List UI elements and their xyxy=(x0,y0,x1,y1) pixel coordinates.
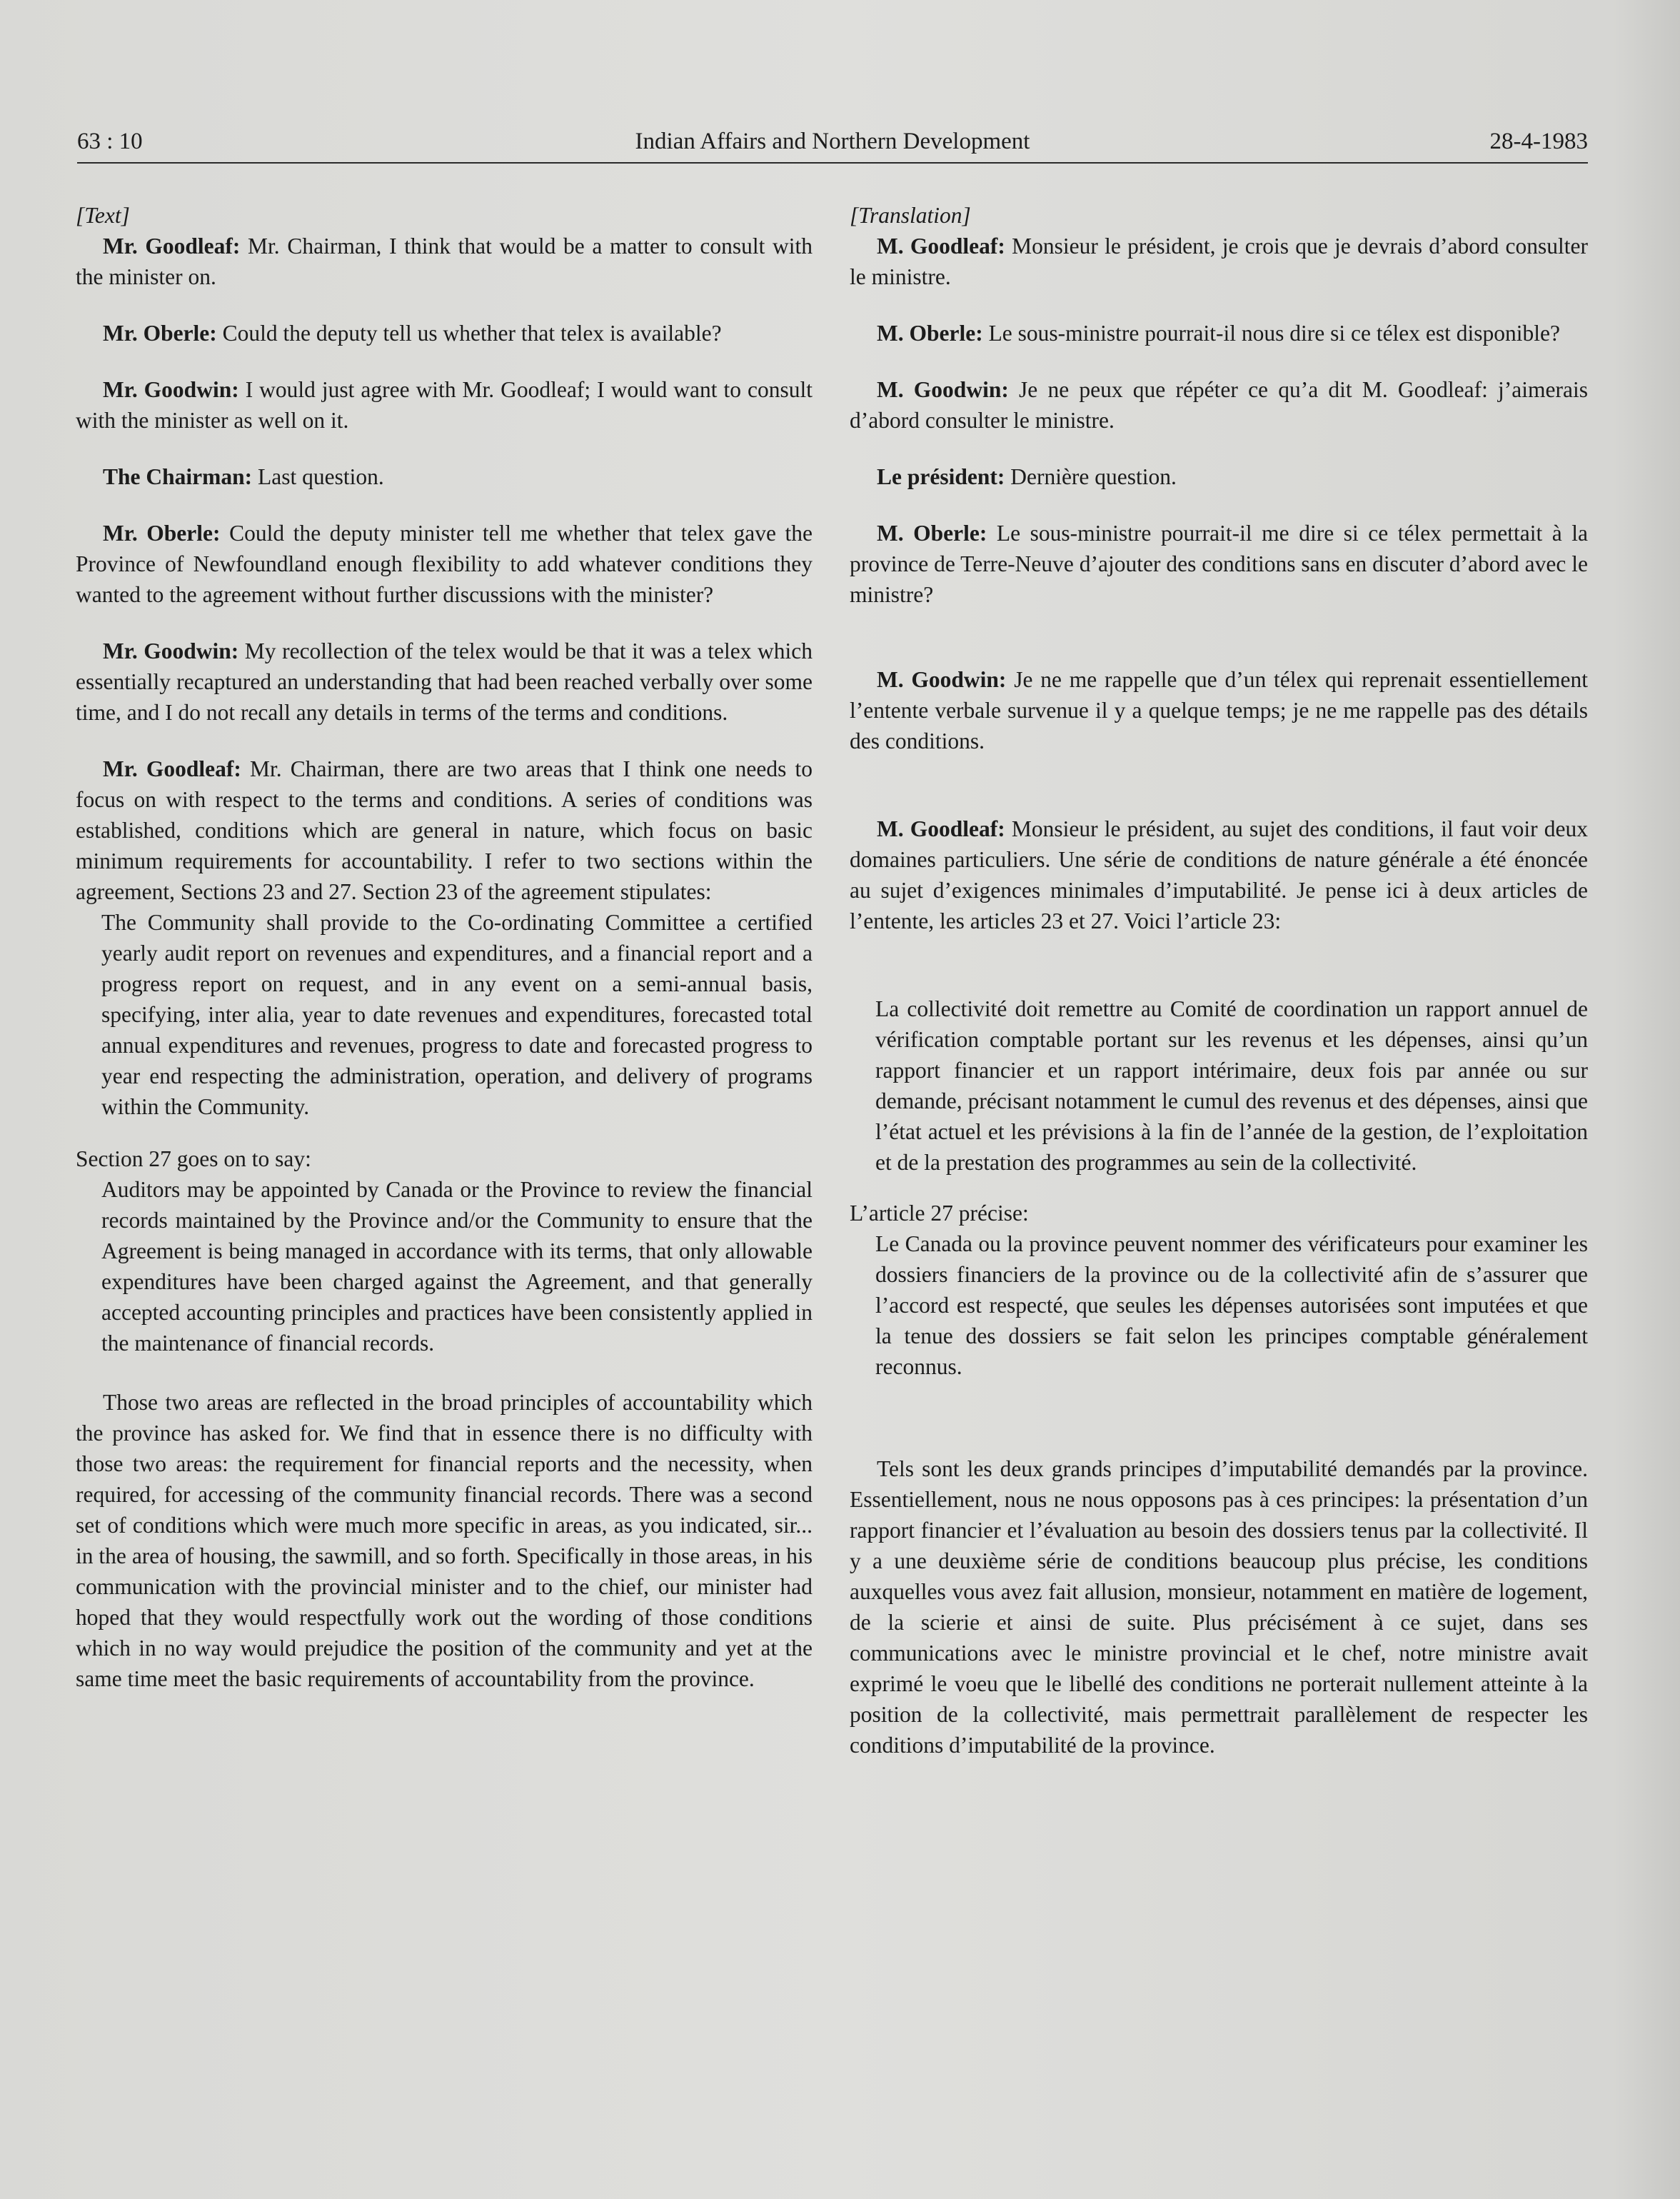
speech-text: Je ne peux que répéter ce qu’a dit M. Goodleaf: j’aimerais d’abord consulter le ministre. xyxy=(850,377,1588,433)
section-intro: L’article 27 précise: xyxy=(850,1201,1029,1226)
speech-paragraph xyxy=(76,374,813,436)
speaker-name: Mr. Goodwin: xyxy=(103,377,239,402)
speech-text: Le sous-ministre pourrait-il nous dire si ce télex est disponible? xyxy=(982,321,1560,346)
speaker-name: The Chairman: xyxy=(103,464,253,489)
quoted-article-27: Le Canada ou la province peuvent nommer des vérificateurs pour examiner les dossiers financiers de la province ou de la collectivité afin de s’assurer que l’accord est respecté, que seules les dépenses autorisées sont imputées et que la tenue des dossiers se fait selon les principes comptable généralement reconnus. xyxy=(875,1231,1588,1379)
speech-paragraph xyxy=(76,518,813,610)
speech-text: Je ne me rappelle que d’un télex qui reprenait essentiellement l’entente verbale survenue il y a quelque temps; je ne me rappelle pas des détails des conditions. xyxy=(850,667,1588,753)
quoted-article-23: La collectivité doit remettre au Comité de coordination un rapport annuel de vérification comptable portant sur les revenus et les dépenses, ainsi qu’un rapport financier et un rapport intérimaire, deux fois par année ou sur demande, précisant notamment le cumul des revenus et des dépenses, ainsi que l’état actuel et les prévisions à la fin de l’année de la gestion, de l’exploitation et de la prestation des programmes au sein de la collectivité. xyxy=(875,996,1588,1175)
speaker-name: M. Oberle: xyxy=(877,321,983,346)
page-number: 63 : 10 xyxy=(77,129,143,154)
speaker-name: Mr. Goodleaf: xyxy=(103,234,241,259)
speaker-name: Mr. Goodwin: xyxy=(103,638,239,663)
speech-text: Mr. Chairman, I think that would be a matter to consult with the minister on. xyxy=(76,234,813,289)
speech-paragraph: Tels sont les deux grands principes d’imputabilité demandés par la province. Essentiellement, nous ne nous opposons pas à ces principes: la présentation d’un rapport financier et l’évaluation au besoin des dossiers tenus par la collectivité. Il y a une deuxième série de conditions beaucoup plus précise, les conditions auxquelles vous avez fait allusion, monsieur, notamment en matière de logement, de la scierie et ainsi de suite. Plus précisément à ce sujet, dans ses communications avec le ministre provincial et le chef, notre ministre avait exprimé le voeu que le libellé des conditions ne porterait nullement atteinte à la position de la collectivité, mais permettrait parallèlement de respecter les conditions d’imputabilité de la province. xyxy=(850,1456,1588,1758)
speaker-name: M. Goodwin: xyxy=(877,667,1007,692)
speech-paragraph xyxy=(76,461,813,492)
speech-paragraph xyxy=(76,318,813,349)
speech-paragraph xyxy=(850,461,1588,492)
speaker-name: M. Goodleaf: xyxy=(877,816,1005,841)
speaker-name: M. Goodwin: xyxy=(877,377,1009,402)
speech-paragraph: Those two areas are reflected in the broad principles of accountability which the province has asked for. We find that in essence there is no difficulty with those two areas: the requirement for financial reports and the necessity, when required, for accessing of the community financial records. There was a second set of conditions which were much more specific in areas, as you indicated, sir... in the area of housing, the sawmill, and so forth. Specifically in those areas, in his communication with the provincial minister and to the chief, our minister had hoped that they would respectfully work out the wording of those conditions which in no way would prejudice the position of the community and yet at the same time meet the basic requirements of accountability from the province. xyxy=(76,1390,813,1691)
speech-text: My recollection of the telex would be that it was a telex which essentially recaptured an understanding that had been reached verbally over some time, and I do not recall any details in terms of the terms and conditions. xyxy=(76,638,813,725)
speaker-name: M. Goodleaf: xyxy=(877,234,1005,259)
page-header xyxy=(77,127,1588,163)
speech-text: I would just agree with Mr. Goodleaf; I would want to consult with the minister as well on it. xyxy=(76,377,813,433)
speech-paragraph xyxy=(850,231,1588,292)
speech-paragraph xyxy=(850,664,1588,756)
speaker-name: Mr. Goodleaf: xyxy=(103,756,241,781)
text-label: [Text] xyxy=(76,203,130,228)
speech-paragraph xyxy=(850,518,1588,610)
speaker-name: Le président: xyxy=(877,464,1005,489)
speech-text: Monsieur le président, au sujet des conditions, il faut voir deux domaines particuliers. Une série de conditions de nature générale a été énoncée au sujet d’exigences minimales d’imputabilité. Je pense ici à deux articles de l’entente, les articles 23 et 27. Voici l’article 23: xyxy=(850,816,1588,933)
header-date: 28-4-1983 xyxy=(1489,129,1588,154)
speech-text: Le sous-ministre pourrait-il me dire si ce télex permettait à la province de Terre-Neuve d’ajouter des conditions sans en discuter d’abord avec le ministre? xyxy=(850,521,1588,607)
speech-paragraph xyxy=(850,374,1588,436)
speaker-name: Mr. Oberle: xyxy=(103,321,217,346)
quoted-section-23: The Community shall provide to the Co-ordinating Committee a certified yearly audit report on revenues and expenditures, and a financial report and a progress report on request, and in any event on a semi-annual basis, specifying, inter alia, year to date revenues and expenditures, forecasted total annual expenditures and revenues, progress to date and forecasted progress to year end respecting the administration, operation, and delivery of programs within the Community. xyxy=(101,910,813,1119)
speech-paragraph xyxy=(850,813,1588,936)
speech-paragraph xyxy=(76,753,813,907)
speaker-name: Mr. Oberle: xyxy=(103,521,221,546)
speech-paragraph xyxy=(76,231,813,292)
speaker-name: M. Oberle: xyxy=(877,521,987,546)
speech-paragraph xyxy=(850,318,1588,349)
speech-text: Could the deputy tell us whether that telex is available? xyxy=(216,321,722,346)
english-column xyxy=(76,200,813,1694)
section-intro: Section 27 goes on to say: xyxy=(76,1146,311,1171)
speech-text: Mr. Chairman, there are two areas that I think one needs to focus on with respect to the terms and conditions. A series of conditions was established, conditions which are general in nature, which focus on basic minimum requirements for accountability. I refer to two sections within the agreement, Sections 23 and 27. Section 23 of the agreement stipulates: xyxy=(76,756,813,904)
speech-text: Monsieur le président, je crois que je devrais d’abord consulter le ministre. xyxy=(850,234,1588,289)
french-column xyxy=(850,200,1588,1760)
speech-text: Could the deputy minister tell me whether that telex gave the Province of Newfoundland enough flexibility to add whatever conditions they wanted to the agreement without further discussions with the minister? xyxy=(76,521,813,607)
header-rule xyxy=(77,162,1588,164)
speech-paragraph xyxy=(76,636,813,728)
speech-text: Last question. xyxy=(252,464,384,489)
running-title: Indian Affairs and Northern Development xyxy=(635,129,1030,154)
quoted-section-27: Auditors may be appointed by Canada or the Province to review the financial records maintained by the Province and/or the Community to ensure that the Agreement is being managed in accordance with its terms, that only allowable expenditures have been charged against the Agreement, and that generally accepted accounting principles and practices have been consistently applied in the maintenance of financial records. xyxy=(101,1177,813,1356)
translation-label: [Translation] xyxy=(850,203,971,228)
speech-text: Dernière question. xyxy=(1005,464,1177,489)
